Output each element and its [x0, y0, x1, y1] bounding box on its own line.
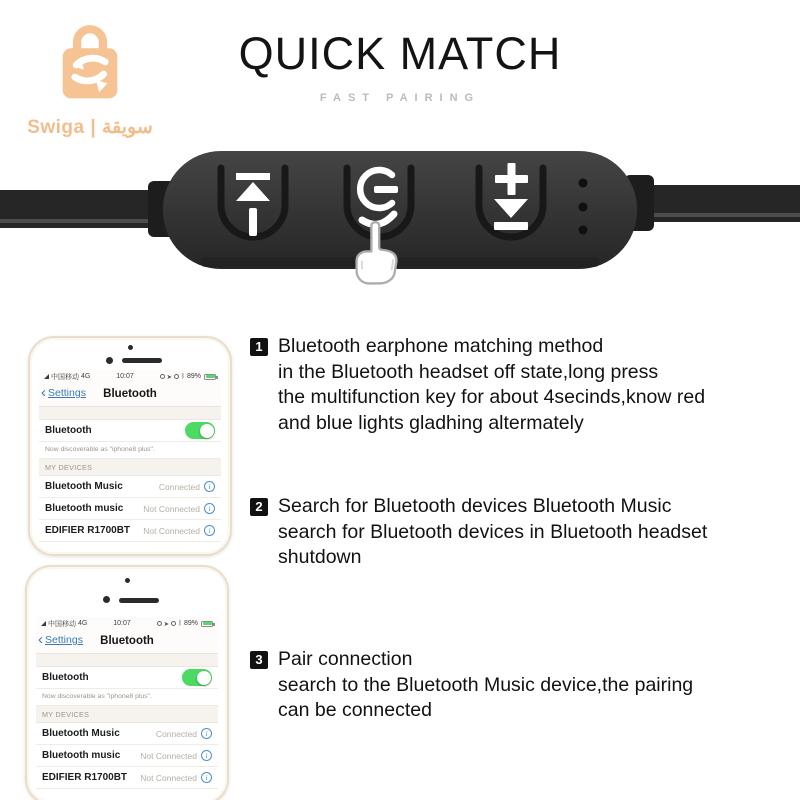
phone-earpiece-area	[30, 338, 230, 370]
device-row[interactable]	[39, 520, 221, 542]
rotation-lock-icon	[157, 621, 162, 626]
signal-icon	[44, 374, 49, 379]
instruction-line: the multifunction key for about 4secinds,know red	[278, 386, 706, 408]
phone-screen	[39, 370, 221, 542]
instruction-line: can be connected	[278, 699, 432, 721]
alarm-icon	[171, 621, 176, 626]
discoverable-text: Now discoverable as "iphone8 plus".	[39, 442, 221, 459]
brand-logo	[10, 22, 170, 139]
device-row[interactable]	[39, 498, 221, 520]
alarm-icon	[174, 374, 179, 379]
right-cable	[624, 175, 800, 231]
instruction-step-3	[250, 647, 775, 724]
settings-back-link[interactable]: ‹ Settings	[38, 631, 83, 648]
device-name: Bluetooth Music	[42, 728, 120, 739]
step-number-badge: 1	[250, 338, 268, 356]
device-status: Connected	[155, 728, 197, 739]
status-bar	[39, 370, 221, 383]
brand-name: Swiga | سويقة	[27, 117, 153, 138]
instruction-step-1	[250, 334, 775, 436]
nav-bar	[36, 630, 218, 654]
device-status: Connected	[158, 481, 200, 492]
device-row[interactable]	[36, 723, 218, 745]
front-camera	[106, 357, 113, 364]
control-pod-body	[163, 151, 637, 269]
info-icon[interactable]: i	[204, 481, 215, 492]
screen-title: Bluetooth	[103, 388, 157, 400]
my-devices-header: MY DEVICES	[36, 706, 218, 723]
screen-title: Bluetooth	[100, 635, 154, 647]
step-number-badge: 3	[250, 651, 268, 669]
my-devices-header: MY DEVICES	[39, 459, 221, 476]
carrier-label: 中国移动	[48, 620, 76, 628]
earphone-remote-photo	[0, 135, 800, 300]
network-label: 4G	[78, 620, 88, 627]
device-status: Not Connected	[143, 503, 200, 514]
network-label: 4G	[81, 373, 91, 380]
bluetooth-toggle-row	[36, 667, 218, 689]
settings-back-link[interactable]: ‹ Settings	[41, 384, 86, 401]
instruction-line: Pair connection	[278, 648, 413, 670]
info-icon[interactable]: i	[201, 728, 212, 739]
bluetooth-icon: ᛒ	[178, 620, 182, 627]
device-name: Bluetooth Music	[45, 481, 123, 492]
rotation-lock-icon	[160, 374, 165, 379]
sensor-dot	[125, 578, 130, 583]
phone-screen	[36, 617, 218, 789]
device-row[interactable]	[36, 767, 218, 789]
instruction-line: and blue lights gladhing altermately	[278, 411, 584, 434]
phone-mockup-1	[28, 336, 232, 556]
status-bar	[36, 617, 218, 630]
shopping-bag-swap-icon	[52, 22, 128, 114]
bluetooth-label: Bluetooth	[45, 425, 92, 436]
instruction-line: in the Bluetooth headset off state,long press	[278, 360, 659, 383]
clock-label: 10:07	[113, 620, 131, 627]
page-title: QUICK MATCH	[238, 28, 562, 79]
carrier-label: 中国移动	[51, 373, 79, 381]
divider	[36, 654, 218, 667]
divider	[39, 407, 221, 420]
earpiece-speaker	[119, 598, 159, 603]
device-name: EDIFIER R1700BT	[45, 525, 131, 536]
earpiece-speaker	[122, 358, 162, 363]
info-icon[interactable]: i	[204, 525, 215, 536]
left-cable	[0, 181, 180, 237]
device-row[interactable]	[39, 476, 221, 498]
signal-icon	[41, 621, 46, 626]
bluetooth-icon: ᛒ	[181, 373, 185, 380]
location-icon: ➤	[163, 620, 170, 628]
battery-icon	[201, 621, 213, 627]
page-subtitle: FAST PAIRING	[319, 92, 481, 104]
device-name: Bluetooth music	[42, 750, 121, 761]
bluetooth-toggle[interactable]	[182, 669, 212, 686]
back-chevron-icon: ‹	[41, 384, 46, 401]
nav-bar	[39, 383, 221, 407]
phone-mockup-2	[25, 565, 229, 800]
instruction-line: shutdown	[278, 546, 362, 568]
battery-percent: 89%	[186, 373, 201, 380]
instruction-line: search for Bluetooth devices in Bluetooth headset	[278, 520, 708, 543]
instruction-line: Bluetooth earphone matching method	[278, 335, 604, 357]
bluetooth-toggle-row	[39, 420, 221, 442]
bluetooth-toggle[interactable]	[185, 422, 215, 439]
info-icon[interactable]: i	[201, 750, 212, 761]
battery-percent: 89%	[183, 620, 198, 627]
sensor-dot	[128, 345, 133, 350]
instruction-line: Search for Bluetooth devices Bluetooth Music	[278, 495, 672, 517]
step-number-badge: 2	[250, 498, 268, 516]
discoverable-text: Now discoverable as "iphone8 plus".	[36, 689, 218, 706]
device-row[interactable]	[36, 745, 218, 767]
device-status: Not Connected	[140, 772, 197, 783]
clock-label: 10:07	[116, 373, 134, 380]
instruction-step-2	[250, 494, 775, 571]
info-icon[interactable]: i	[201, 772, 212, 783]
device-status: Not Connected	[140, 750, 197, 761]
phone-earpiece-area	[27, 567, 227, 617]
battery-icon	[204, 374, 216, 380]
device-status: Not Connected	[143, 525, 200, 536]
instruction-line: search to the Bluetooth Music device,the pairing	[278, 673, 694, 696]
back-chevron-icon: ‹	[38, 631, 43, 648]
front-camera	[103, 596, 110, 603]
info-icon[interactable]: i	[204, 503, 215, 514]
bluetooth-label: Bluetooth	[42, 672, 89, 683]
device-name: Bluetooth music	[45, 503, 124, 514]
location-icon: ➤	[166, 373, 173, 381]
device-name: EDIFIER R1700BT	[42, 772, 128, 783]
